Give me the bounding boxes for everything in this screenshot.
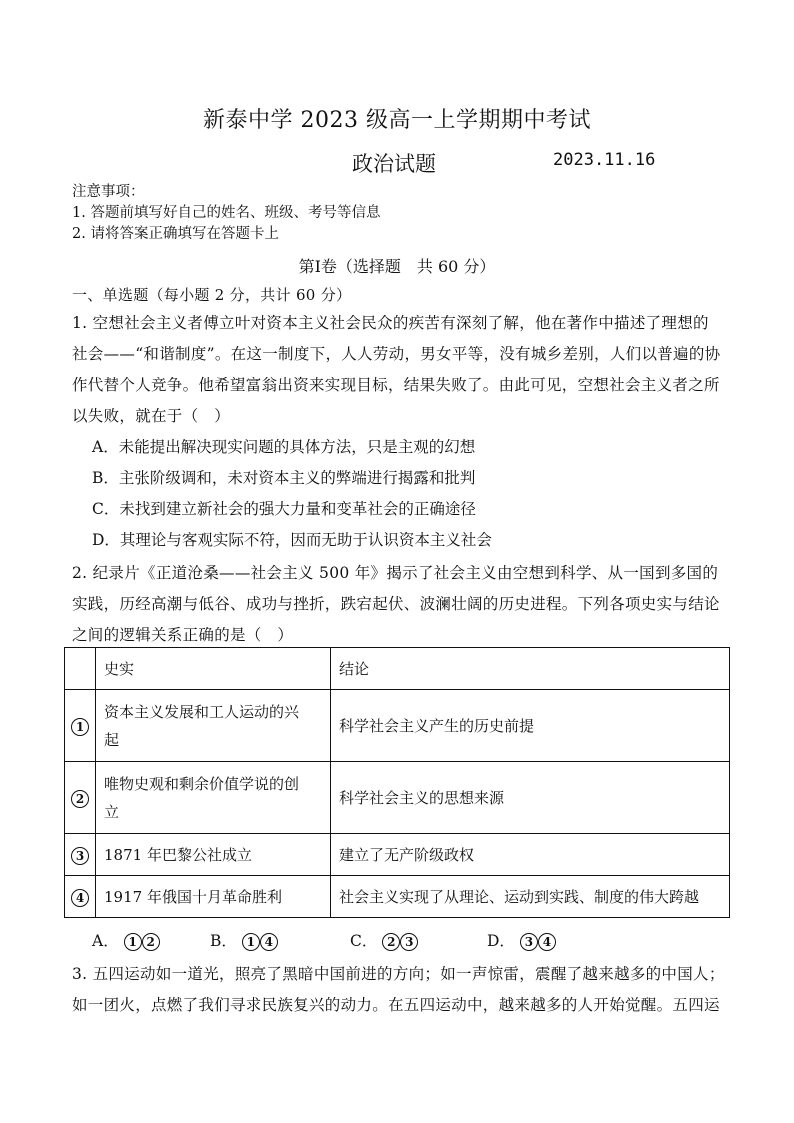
- table-cell-fact: 1917 年俄国十月革命胜利: [96, 876, 331, 918]
- table-header-fact: 史实: [96, 648, 331, 690]
- table-cell-fact: 资本主义发展和工人运动的兴 起: [96, 690, 331, 762]
- exam-date: 2023.11.16: [553, 150, 656, 170]
- question-3-line: 3. 五四运动如一道光，照亮了黑暗中国前进的方向；如一声惊雷，震醒了越来越多的中国人；: [72, 965, 725, 983]
- exam-subtitle: 政治试题: [352, 152, 436, 176]
- table-header-index: [65, 648, 96, 690]
- notice-item: 1. 答题前填写好自己的姓名、班级、考号等信息: [72, 205, 381, 221]
- part-heading: 一、单选题（每小题 2 分，共计 60 分）: [72, 286, 352, 304]
- exam-title: 新泰中学 2023 级高一上学期期中考试: [203, 108, 591, 133]
- table-cell-conclusion: 科学社会主义产生的历史前提: [331, 690, 730, 762]
- question-2-line: 之间的逻辑关系正确的是（ ）: [72, 626, 294, 644]
- question-2-answer-c: C． 2 3: [350, 929, 418, 951]
- table-row: [65, 876, 730, 918]
- section-title: 第Ⅰ卷（选择题 共 60 分）: [298, 257, 496, 276]
- table-cell-fact: 1871 年巴黎公社成立: [96, 834, 331, 876]
- question-1-option-a: A．未能提出解决现实问题的具体方法，只是主观的幻想: [92, 438, 476, 456]
- question-2-answer-b: B． 1 4: [210, 929, 278, 951]
- table-cell-conclusion: 社会主义实现了从理论、运动到实践、制度的伟大跨越: [331, 876, 730, 918]
- table-cell-conclusion: 科学社会主义的思想来源: [331, 762, 730, 834]
- table-header-row: [65, 648, 730, 690]
- history-facts-table: [64, 647, 730, 918]
- notice-heading: 注意事项：: [72, 184, 145, 200]
- table-row: [65, 690, 730, 762]
- row-number-badge: 3: [71, 847, 89, 865]
- question-2-answer-d: D． 3 4: [487, 929, 556, 951]
- question-2-answer-a: A． 1 2: [92, 929, 160, 951]
- question-2-line: 实践，历经高潮与低谷、成功与挫折，跌宕起伏、波澜壮阔的历史进程。下列各项史实与结论: [72, 595, 720, 613]
- row-number-badge: 2: [71, 790, 89, 808]
- row-number-badge: 4: [71, 889, 89, 907]
- row-number-badge: 1: [71, 718, 89, 736]
- question-1-option-b: B．主张阶级调和，未对资本主义的弊端进行揭露和批判: [92, 469, 476, 487]
- table-cell-fact: 唯物史观和剩余价值学说的创 立: [96, 762, 331, 834]
- question-3-line: 如一团火，点燃了我们寻求民族复兴的动力。在五四运动中，越来越多的人开始觉醒。五四运: [72, 996, 720, 1014]
- table-cell-conclusion: 建立了无产阶级政权: [331, 834, 730, 876]
- question-1-option-d: D．其理论与客观实际不符，因而无助于认识资本主义社会: [92, 531, 492, 549]
- question-1-line: 作代替个人竞争。他希望富翁出资来实现目标，结果失败了。由此可见，空想社会主义者之所: [72, 376, 720, 394]
- table-row: [65, 762, 730, 834]
- notice-item: 2. 请将答案正确填写在答题卡上: [72, 226, 279, 242]
- question-1-line: 1. 空想社会主义者傅立叶对资本主义社会民众的疾苦有深刻了解，他在著作中描述了理想的: [72, 314, 709, 332]
- question-1-line: 以失败，就在于（ ）: [72, 407, 231, 425]
- question-1-option-c: C．未找到建立新社会的强大力量和变革社会的正确途径: [92, 500, 476, 518]
- question-2-line: 2. 纪录片《正道沧桑——社会主义 500 年》揭示了社会主义由空想到科学、从一国到多国的: [72, 564, 719, 582]
- table-header-conclusion: 结论: [331, 648, 730, 690]
- table-row: [65, 834, 730, 876]
- question-1-line: 社会——“和谐制度”。在这一制度下，人人劳动，男女平等，没有城乡差别，人们以普遍的协: [72, 345, 721, 363]
